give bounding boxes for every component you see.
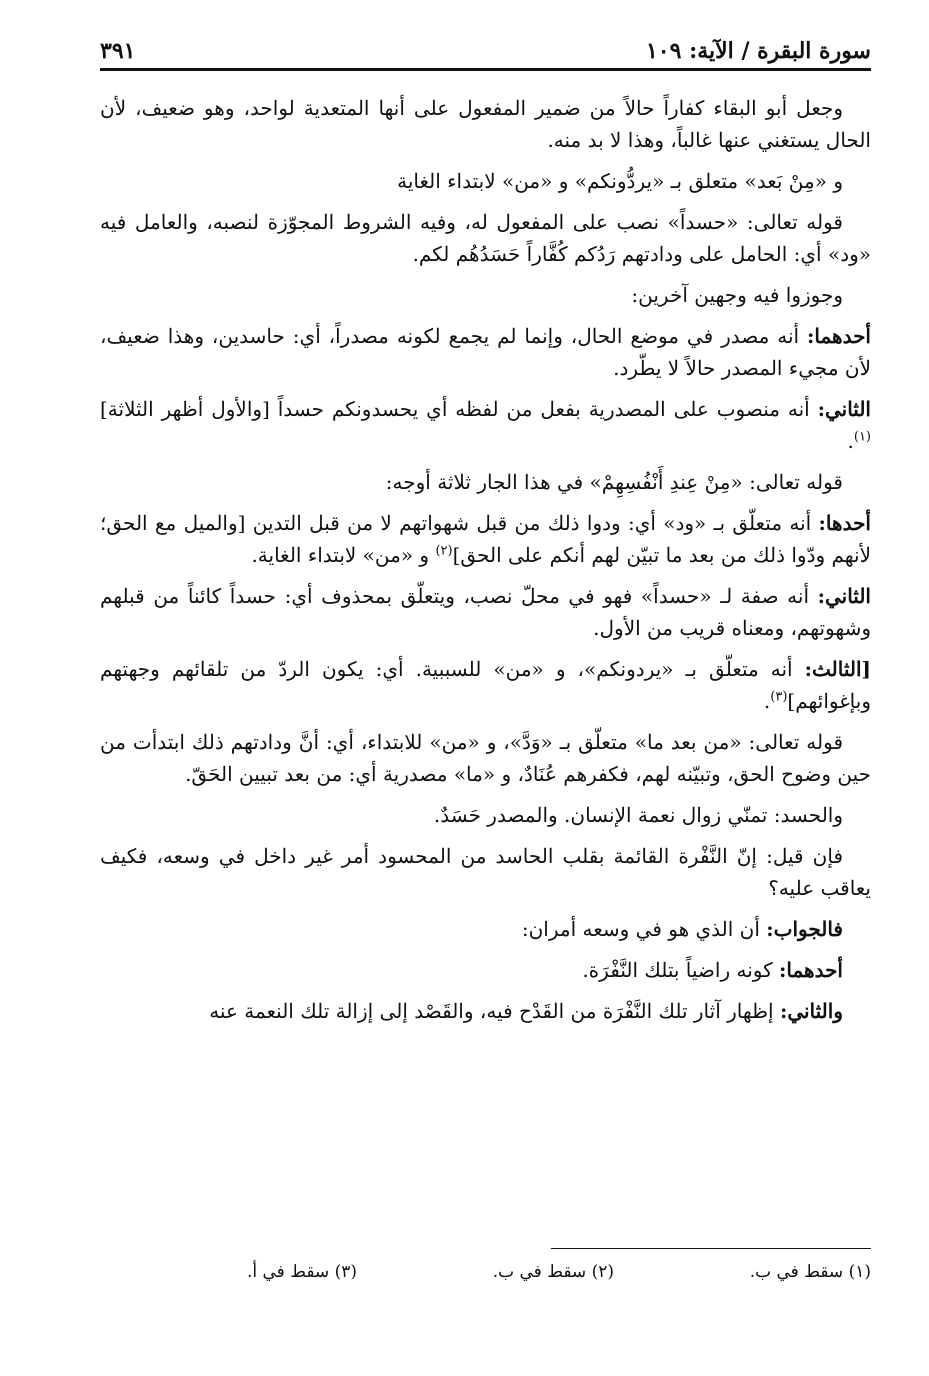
paragraph-lead: [الثالث: xyxy=(804,657,871,681)
paragraph xyxy=(100,653,871,717)
paragraph xyxy=(100,840,871,904)
paragraph-text: والحسد: تمنّي زوال نعمة الإنسان. والمصدر حَسَدٌ. xyxy=(433,803,843,827)
paragraph-lead: أحدهما: xyxy=(806,324,871,348)
paragraph xyxy=(100,165,871,197)
footnote-ref: (٢) xyxy=(435,543,453,559)
footnote-ref: (٣) xyxy=(770,689,788,705)
paragraph-text: قوله تعالى: «حسداً» نصب على المفعول له، وفيه الشروط المجوّزة لنصبه، والعامل فيه «ود» أي: الحامل على ودادتهم رَدُكم كُفَّاراً حَسَدُهُم لكم. xyxy=(100,210,871,266)
paragraph xyxy=(100,954,871,986)
paragraph-lead: والثاني: xyxy=(779,999,843,1023)
paragraph xyxy=(100,995,871,1027)
surah-ayah-title: سورة البقرة / الآية: ١٠٩ xyxy=(645,38,871,64)
page-number: ٣٩١ xyxy=(100,38,136,64)
paragraph xyxy=(100,393,871,457)
page-header xyxy=(100,22,871,71)
paragraph-text: أنه متعلّق بـ «ود» أي: ودوا ذلك من قبل شهواتهم لا من قبل التدين [والميل مع الحق؛ لأنهم ودّوا ذلك من بعد ما تبيّن لهم أنكم على الحق] xyxy=(100,511,871,567)
paragraph-text: إظهار آثار تلك النَّفْرَة من القَدْح فيه، والقَصْد إلى إزالة تلك النعمة عنه xyxy=(209,999,780,1023)
paragraph-tail: و «من» لابتداء الغاية. xyxy=(251,543,436,567)
paragraph-text: أنه مصدر في موضع الحال، وإنما لم يجمع لكونه مصدراً، أي: حاسدين، وهذا ضعيف، لأن مجيء المصدر حالاً لا يطّرد. xyxy=(100,324,871,380)
footnote-ref: (١) xyxy=(853,429,871,445)
paragraph xyxy=(100,206,871,270)
main-text xyxy=(100,92,871,1036)
paragraph-text: أنه متعلّق بـ «يردونكم»، و «من» للسببية. أي: يكون الردّ من تلقائهم وجهتهم وبإغوائهم] xyxy=(100,657,871,713)
paragraph-text: أن الذي هو في وسعه أمران: xyxy=(521,917,767,941)
paragraph xyxy=(100,507,871,571)
paragraph-tail: . xyxy=(847,429,854,453)
paragraph-text: وجوزوا فيه وجهين آخرين: xyxy=(631,283,843,307)
paragraph-lead: فالجواب: xyxy=(766,917,843,941)
footnotes xyxy=(100,1262,871,1282)
paragraph xyxy=(100,580,871,644)
paragraph xyxy=(100,92,871,156)
paragraph xyxy=(100,466,871,498)
paragraph xyxy=(100,320,871,384)
paragraph-lead: أحدهما: xyxy=(778,958,843,982)
paragraph xyxy=(100,279,871,311)
footnote-2: (٢) سقط في ب. xyxy=(492,1262,614,1282)
footnote-3: (٣) سقط في أ. xyxy=(246,1262,357,1282)
paragraph-lead: الثاني: xyxy=(817,584,871,608)
paragraph-text: و «مِنْ بَعد» متعلق بـ «يردُّونكم» و «من» لابتداء الغاية xyxy=(397,169,843,193)
paragraph-lead: الثاني: xyxy=(817,397,871,421)
paragraph-text: كونه راضياً بتلك النَّفْرَة. xyxy=(582,958,779,982)
paragraph xyxy=(100,799,871,831)
footnote-1: (١) سقط في ب. xyxy=(749,1262,871,1282)
paragraph-text: وجعل أبو البقاء كفاراً حالاً من ضمير المفعول على أنها المتعدية لواحد، وهو ضعيف، لأن الحال يستغني عنها غالباً، وهذا لا بد منه. xyxy=(100,96,871,152)
paragraph xyxy=(100,913,871,945)
paragraph-lead: أحدها: xyxy=(818,511,871,535)
paragraph-text: قوله تعالى: «من بعد ما» متعلّق بـ «وَدَّ»، و «من» للابتداء، أي: أنَّ ودادتهم ذلك ابتدأت من حين وضوح الحق، وتبيّنه لهم، فكفرهم عُنَادٌ، و «ما» مصدرية أي: من بعد تبيين الحَقّ. xyxy=(100,730,871,786)
paragraph-tail: . xyxy=(763,689,771,713)
paragraph-text: فإن قيل: إنّ النَّفْرة القائمة بقلب الحاسد من المحسود أمر غير داخل في وسعه، فكيف يعاقب عليه؟ xyxy=(100,844,871,900)
paragraph-text: قوله تعالى: «مِنْ عِندِ أَنْفُسِهِمْ» في هذا الجار ثلاثة أوجه: xyxy=(385,470,843,494)
paragraph-text: أنه صفة لـ «حسداً» فهو في محلّ نصب، ويتعلّق بمحذوف أي: حسداً كائناً من قبلهم وشهوتهم، ومعناه قريب من الأول. xyxy=(100,584,871,640)
footnote-divider xyxy=(551,1248,871,1249)
paragraph-text: أنه منصوب على المصدرية بفعل من لفظه أي يحسدونكم حسداً [والأول أظهر الثلاثة] xyxy=(100,397,818,421)
paragraph xyxy=(100,726,871,790)
